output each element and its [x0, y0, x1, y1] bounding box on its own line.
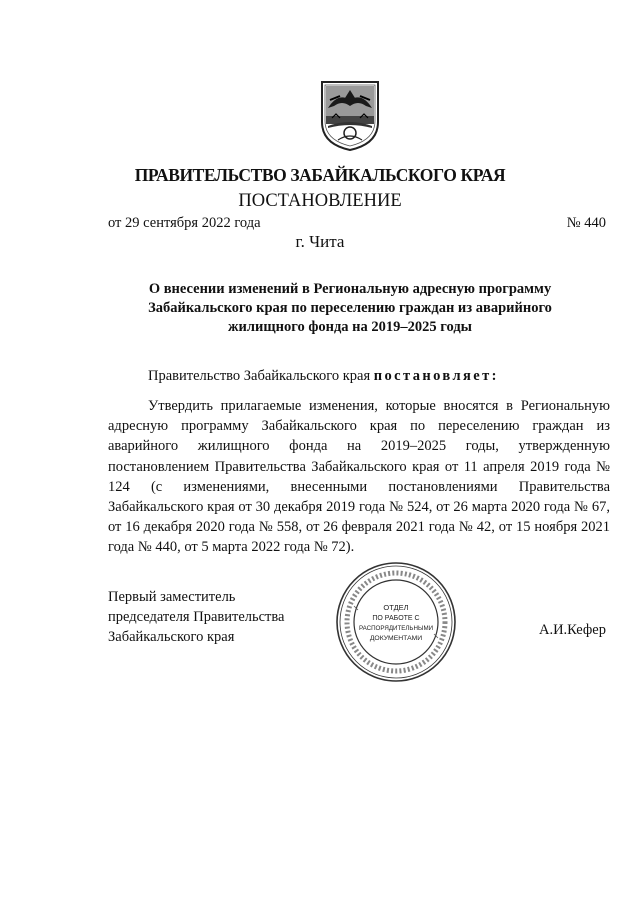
subject-line: О внесении изменений в Региональную адресную программу	[148, 281, 552, 297]
document-type: ПОСТАНОВЛЕНИЕ	[238, 191, 402, 211]
government-title: ПРАВИТЕЛЬСТВО ЗАБАЙКАЛЬСКОГО КРАЯ	[134, 165, 506, 185]
preamble-text: Правительство Забайкальского края	[148, 368, 374, 384]
document-date: от 29 сентября 2022 года	[108, 215, 261, 231]
subject-line: жилищного фонда на 2019–2025 годы	[228, 319, 472, 335]
preamble	[148, 368, 499, 385]
resolution-paragraph: Утвердить прилагаемые изменения, которые вносятся в Региональную адресную программу Забайкальского края по переселению граждан из аварийного жилищного фонда на 2019–2025 годы, утвержденную постановлением Правительства Забайкальского края от 11 апреля 2019 года № 124 (с изменениями, внесенными постановлениями Правительства Забайкальского края от 30 декабря 2019 года № 524, от 26 марта 2020 года № 67, от 16 декабря 2020 года № 558, от 26 февраля 2021 года № 42, от 15 ноября 2021 года № 440, от 5 марта 2022 года № 72).	[108, 398, 610, 556]
document-subject	[128, 280, 572, 337]
signer-title-line: председателя Правительства	[108, 609, 285, 625]
signer-title-line: Первый заместитель	[108, 589, 236, 605]
official-stamp-icon	[334, 560, 458, 684]
signer-title	[108, 587, 284, 647]
seal-center-line: ПО РАБОТЕ С	[372, 615, 420, 622]
seal-center-line: ОТДЕЛ	[383, 603, 409, 612]
coat-of-arms-icon	[318, 78, 382, 152]
preamble-emphasis: постановляет:	[373, 368, 499, 384]
subject-line: Забайкальского края по переселению граждан из аварийного	[148, 300, 552, 316]
document-number: № 440	[566, 215, 606, 231]
seal-center-line: РАСПОРЯДИТЕЛЬНЫМИ	[358, 625, 434, 632]
signer-name: А.И.Кефер	[538, 622, 606, 638]
signer-title-line: Забайкальского края	[108, 629, 235, 645]
seal-center-line: ДОКУМЕНТАМИ	[369, 635, 423, 642]
document-city: г. Чита	[295, 232, 345, 251]
